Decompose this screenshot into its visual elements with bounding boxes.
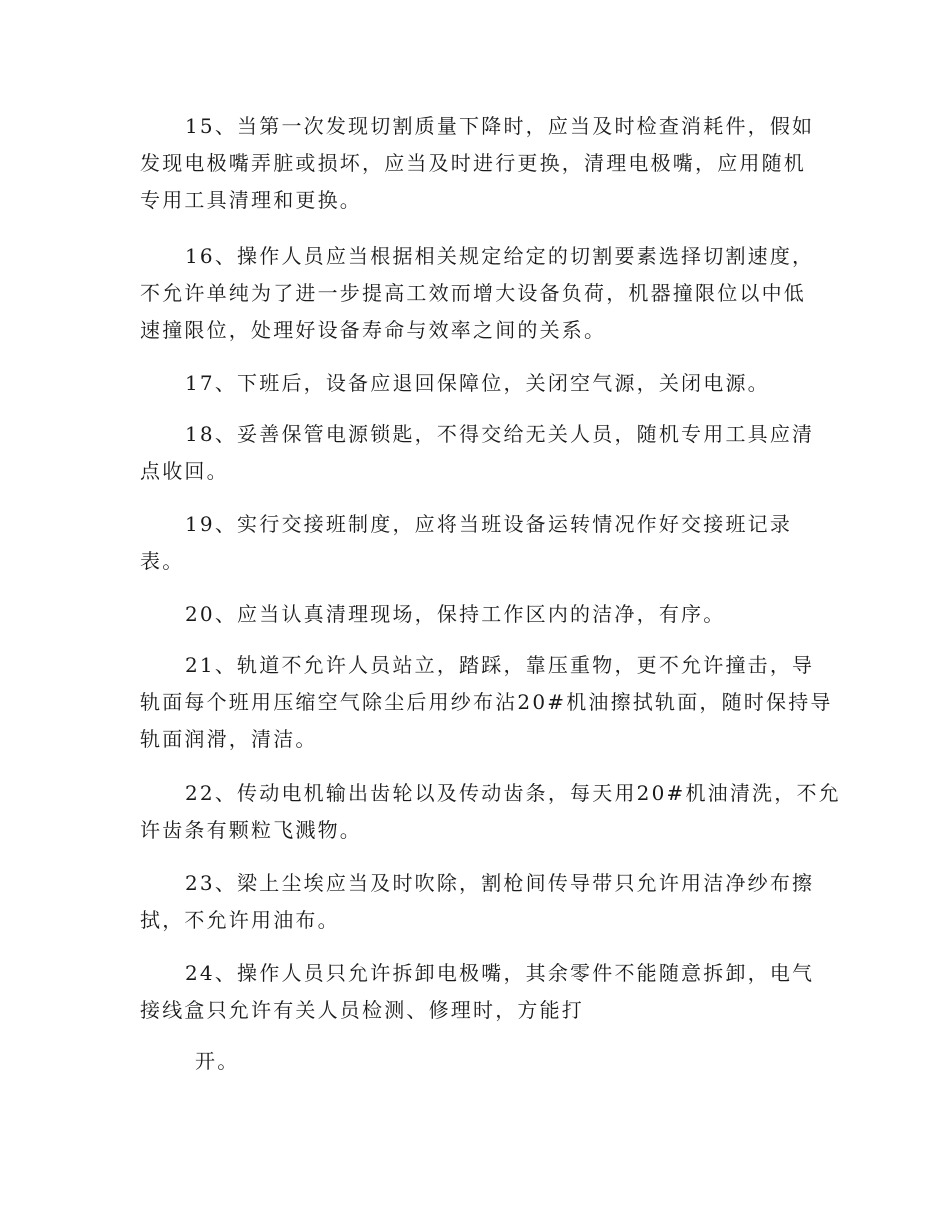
paragraph-24-line-1: 24、操作人员只允许拆卸电极嘴，其余零件不能随意拆卸，电气 [185, 961, 815, 985]
paragraph-23-line-2: 拭，不允许用油布。 [140, 908, 340, 932]
paragraph-21-line-1: 21、轨道不允许人员站立，踏踩，靠压重物，更不允许撞击，导 [185, 653, 815, 677]
paragraph-21-line-2: 轨面每个班用压缩空气除尘后用纱布沾20#机油擦拭轨面，随时保持导 [140, 690, 833, 714]
paragraph-17-line-1: 17、下班后，设备应退回保障位，关闭空气源，关闭电源。 [185, 371, 770, 395]
paragraph-15-line-3: 专用工具清理和更换。 [140, 188, 362, 212]
paragraph-20-line-1: 20、应当认真清理现场，保持工作区内的洁净，有序。 [185, 602, 726, 626]
paragraph-22-line-2: 许齿条有颗粒飞溅物。 [140, 818, 362, 842]
paragraph-15-line-2: 发现电极嘴弄脏或损坏，应当及时进行更换，清理电极嘴，应用随机 [140, 151, 806, 175]
paragraph-18-line-1: 18、妥善保管电源锁匙，不得交给无关人员，随机专用工具应清 [185, 422, 815, 446]
paragraph-23-line-1: 23、梁上尘埃应当及时吹除，割枪间传导带只允许用洁净纱布擦 [185, 871, 815, 895]
paragraph-24-line-2: 接线盒只允许有关人员检测、修理时，方能打 [140, 998, 584, 1022]
paragraph-21-line-3: 轨面润滑，清洁。 [140, 727, 318, 751]
paragraph-16-line-3: 速撞限位，处理好设备寿命与效率之间的关系。 [140, 318, 607, 342]
paragraph-19-line-2: 表。 [140, 549, 185, 573]
paragraph-22-line-1: 22、传动电机输出齿轮以及传动齿条，每天用20#机油清洗，不允 [185, 781, 841, 805]
paragraph-24-continuation: 开。 [195, 1049, 240, 1073]
paragraph-19-line-1: 19、实行交接班制度，应将当班设备运转情况作好交接班记录 [185, 512, 793, 536]
paragraph-16-line-2: 不允许单纯为了进一步提高工效而增大设备负荷，机器撞限位以中低 [140, 281, 806, 305]
paragraph-18-line-2: 点收回。 [140, 459, 229, 483]
paragraph-16-line-1: 16、操作人员应当根据相关规定给定的切割要素选择切割速度， [185, 244, 815, 268]
paragraph-15-line-1: 15、当第一次发现切割质量下降时，应当及时检查消耗件，假如 [185, 114, 815, 138]
